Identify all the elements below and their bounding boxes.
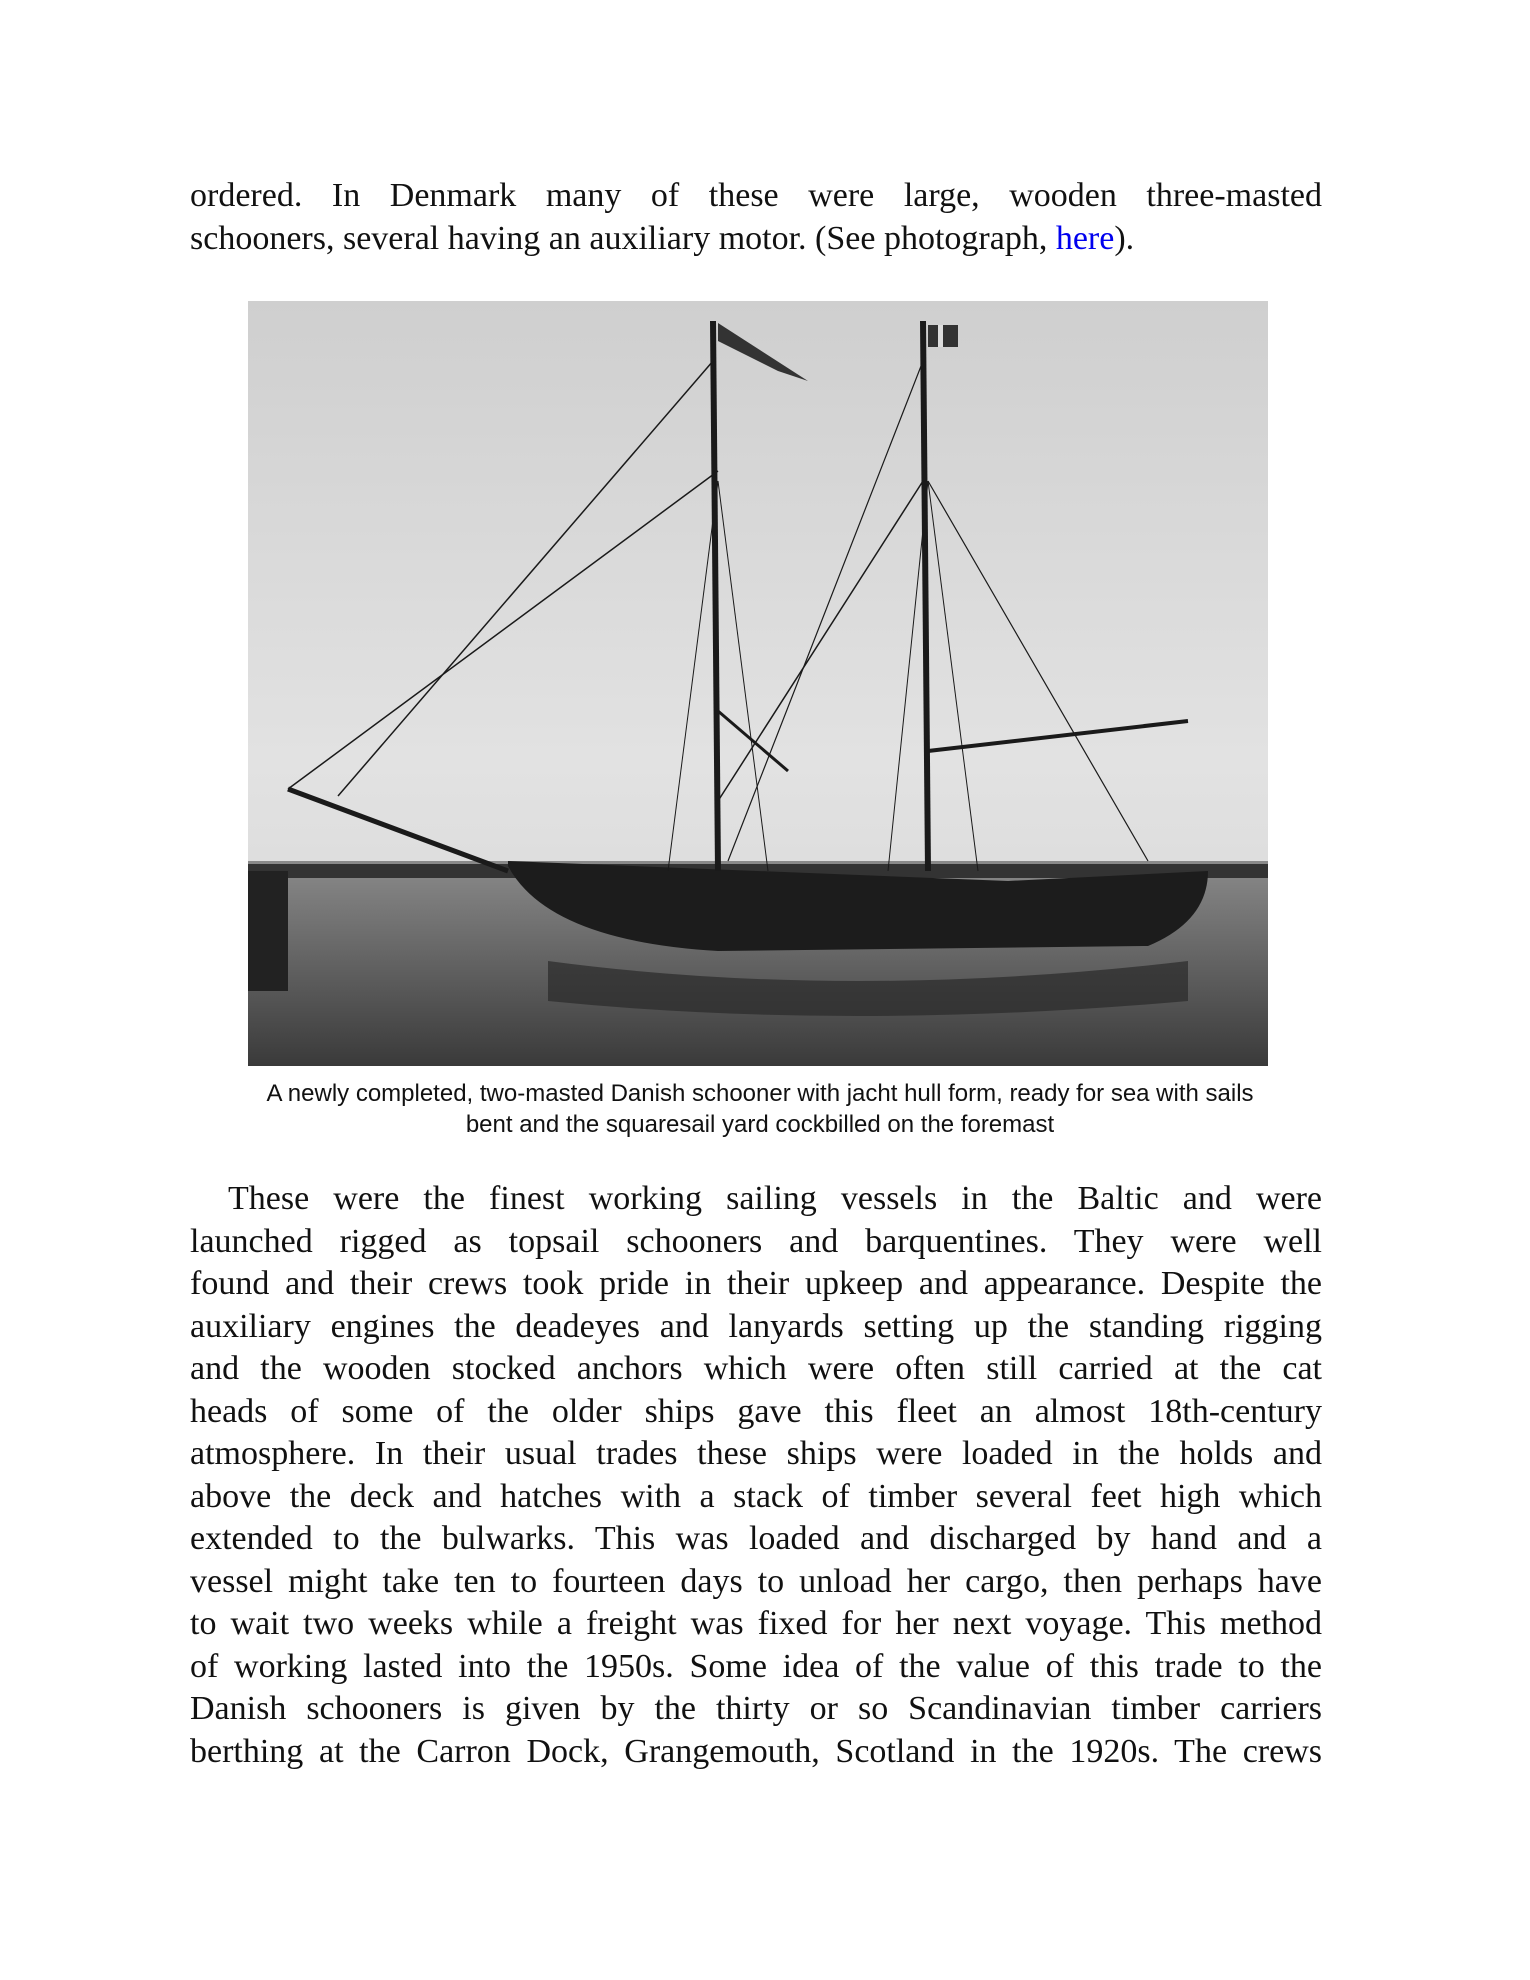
text-line: to wait two weeks while a freight was fixed for her next voyage. This method (190, 1605, 1322, 1642)
text-line: vessel might take ten to fourteen days to unload her cargo, then perhaps have (190, 1562, 1322, 1600)
caption-line: bent and the squaresail yard cockbilled on the foremast (465, 1111, 1055, 1138)
schooner-photograph (248, 301, 1268, 1066)
intro-paragraph (190, 175, 1322, 260)
text-line: ordered. In Denmark many of these were large, wooden three-masted (190, 177, 1322, 214)
text-line: berthing at the Carron Dock, Grangemouth, Scotland in the 1920s. The crews (190, 1732, 1322, 1770)
text-line: These were the finest working sailing vessels in the Baltic and were (228, 1180, 1322, 1217)
photo-caption (190, 1078, 1330, 1140)
text-span: ). (1114, 219, 1135, 257)
text-line (190, 218, 1322, 261)
caption-line: A newly completed, two-masted Danish schooner with jacht hull form, ready for sea with sails (266, 1080, 1254, 1107)
text-span: schooners, several having an auxiliary motor. (See photograph, (190, 219, 1056, 257)
photograph-link[interactable]: here (1055, 219, 1115, 257)
text-line: heads of some of the older ships gave this fleet an almost 18th-century (190, 1392, 1322, 1430)
text-line: above the deck and hatches with a stack of timber several feet high which (190, 1477, 1322, 1515)
text-line: atmosphere. In their usual trades these ships were loaded in the holds and (190, 1435, 1322, 1472)
body-paragraph (190, 1178, 1322, 1773)
text-line: and the wooden stocked anchors which were often still carried at the cat (190, 1350, 1322, 1387)
text-line: found and their crews took pride in their upkeep and appearance. Despite the (190, 1265, 1322, 1302)
text-line: launched rigged as topsail schooners and barquentines. They were well (190, 1222, 1322, 1260)
text-line: auxiliary engines the deadeyes and lanyards setting up the standing rigging (190, 1307, 1322, 1345)
text-line: extended to the bulwarks. This was loaded and discharged by hand and a (190, 1520, 1322, 1557)
text-line: of working lasted into the 1950s. Some idea of the value of this trade to the (190, 1647, 1322, 1685)
text-line: Danish schooners is given by the thirty or so Scandinavian timber carriers (190, 1690, 1322, 1727)
